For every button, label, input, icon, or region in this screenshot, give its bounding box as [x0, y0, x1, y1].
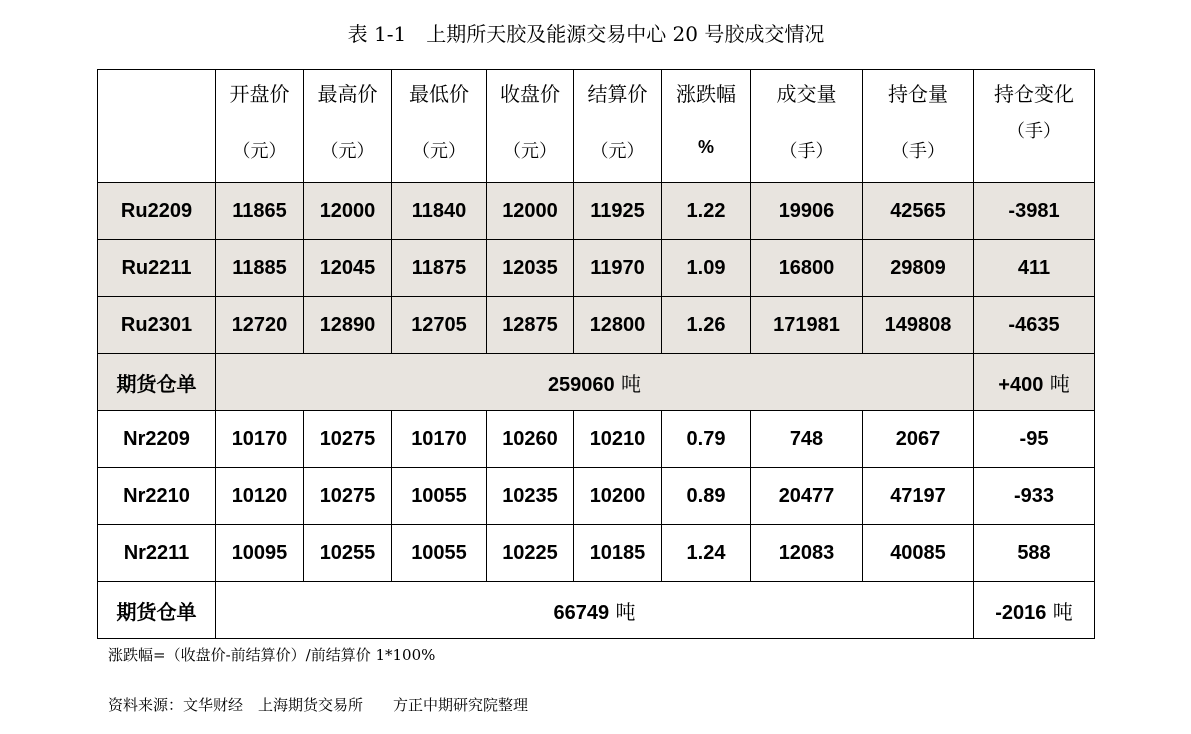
warrant-total: 259060 吨	[216, 354, 974, 411]
warrant-label: 期货仓单	[98, 582, 216, 639]
open-interest: 149808	[863, 297, 974, 354]
header-cell: 最高价 （元）	[304, 70, 392, 183]
settle-price: 12800	[574, 297, 662, 354]
warrant-total: 66749 吨	[216, 582, 974, 639]
oi-change: -95	[974, 411, 1095, 468]
open-interest: 2067	[863, 411, 974, 468]
low-price: 11875	[392, 240, 487, 297]
header-row	[98, 70, 1095, 183]
open-interest: 29809	[863, 240, 974, 297]
warrant-change: +400 吨	[974, 354, 1095, 411]
open-interest: 40085	[863, 525, 974, 582]
contract-code: Nr2210	[98, 468, 216, 525]
volume: 19906	[751, 183, 863, 240]
oi-change: -4635	[974, 297, 1095, 354]
low-price: 10170	[392, 411, 487, 468]
open-price: 11865	[216, 183, 304, 240]
table-row	[98, 525, 1095, 582]
contract-code: Nr2211	[98, 525, 216, 582]
settle-price: 11970	[574, 240, 662, 297]
oi-change: -933	[974, 468, 1095, 525]
formula-note: 涨跌幅=（收盘价-前结算价）/前结算价 1*100%	[108, 646, 436, 664]
table-title: 表 1-1 上期所天胶及能源交易中心 20 号胶成交情况	[347, 22, 825, 46]
open-price: 10120	[216, 468, 304, 525]
table-row	[98, 183, 1095, 240]
open-interest: 47197	[863, 468, 974, 525]
open-price: 10170	[216, 411, 304, 468]
source-note: 资料来源：文华财经 上海期货交易所 方正中期研究院整理	[108, 696, 529, 714]
close-price: 12035	[487, 240, 574, 297]
volume: 20477	[751, 468, 863, 525]
settle-price: 10185	[574, 525, 662, 582]
warrant-row	[98, 354, 1095, 411]
change-pct: 1.09	[662, 240, 751, 297]
volume: 16800	[751, 240, 863, 297]
header-cell: 最低价 （元）	[392, 70, 487, 183]
settle-price: 11925	[574, 183, 662, 240]
change-pct: 1.22	[662, 183, 751, 240]
table-row	[98, 297, 1095, 354]
high-price: 10255	[304, 525, 392, 582]
contract-code: Ru2209	[98, 183, 216, 240]
header-cell: 持仓量 （手）	[863, 70, 974, 183]
futures-table	[97, 69, 1095, 639]
change-pct: 1.24	[662, 525, 751, 582]
header-corner	[98, 70, 216, 183]
contract-code: Nr2209	[98, 411, 216, 468]
oi-change: -3981	[974, 183, 1095, 240]
header-cell: 收盘价 （元）	[487, 70, 574, 183]
contract-code: Ru2211	[98, 240, 216, 297]
close-price: 12000	[487, 183, 574, 240]
settle-price: 10210	[574, 411, 662, 468]
volume: 171981	[751, 297, 863, 354]
table-row	[98, 468, 1095, 525]
close-price: 10225	[487, 525, 574, 582]
oi-change: 588	[974, 525, 1095, 582]
table-row	[98, 411, 1095, 468]
header-cell: 成交量 （手）	[751, 70, 863, 183]
warrant-change: -2016 吨	[974, 582, 1095, 639]
close-price: 10260	[487, 411, 574, 468]
header-cell: 涨跌幅 %	[662, 70, 751, 183]
low-price: 11840	[392, 183, 487, 240]
close-price: 12875	[487, 297, 574, 354]
warrant-label: 期货仓单	[98, 354, 216, 411]
open-interest: 42565	[863, 183, 974, 240]
change-pct: 0.89	[662, 468, 751, 525]
volume: 12083	[751, 525, 863, 582]
high-price: 12000	[304, 183, 392, 240]
close-price: 10235	[487, 468, 574, 525]
high-price: 10275	[304, 411, 392, 468]
volume: 748	[751, 411, 863, 468]
oi-change: 411	[974, 240, 1095, 297]
open-price: 11885	[216, 240, 304, 297]
contract-code: Ru2301	[98, 297, 216, 354]
open-price: 10095	[216, 525, 304, 582]
open-price: 12720	[216, 297, 304, 354]
table-row	[98, 240, 1095, 297]
low-price: 10055	[392, 525, 487, 582]
high-price: 12045	[304, 240, 392, 297]
high-price: 12890	[304, 297, 392, 354]
low-price: 12705	[392, 297, 487, 354]
settle-price: 10200	[574, 468, 662, 525]
change-pct: 1.26	[662, 297, 751, 354]
low-price: 10055	[392, 468, 487, 525]
high-price: 10275	[304, 468, 392, 525]
header-cell: 开盘价 （元）	[216, 70, 304, 183]
change-pct: 0.79	[662, 411, 751, 468]
header-cell: 结算价 （元）	[574, 70, 662, 183]
header-cell: 持仓变化 （手）	[974, 70, 1095, 183]
warrant-row	[98, 582, 1095, 639]
